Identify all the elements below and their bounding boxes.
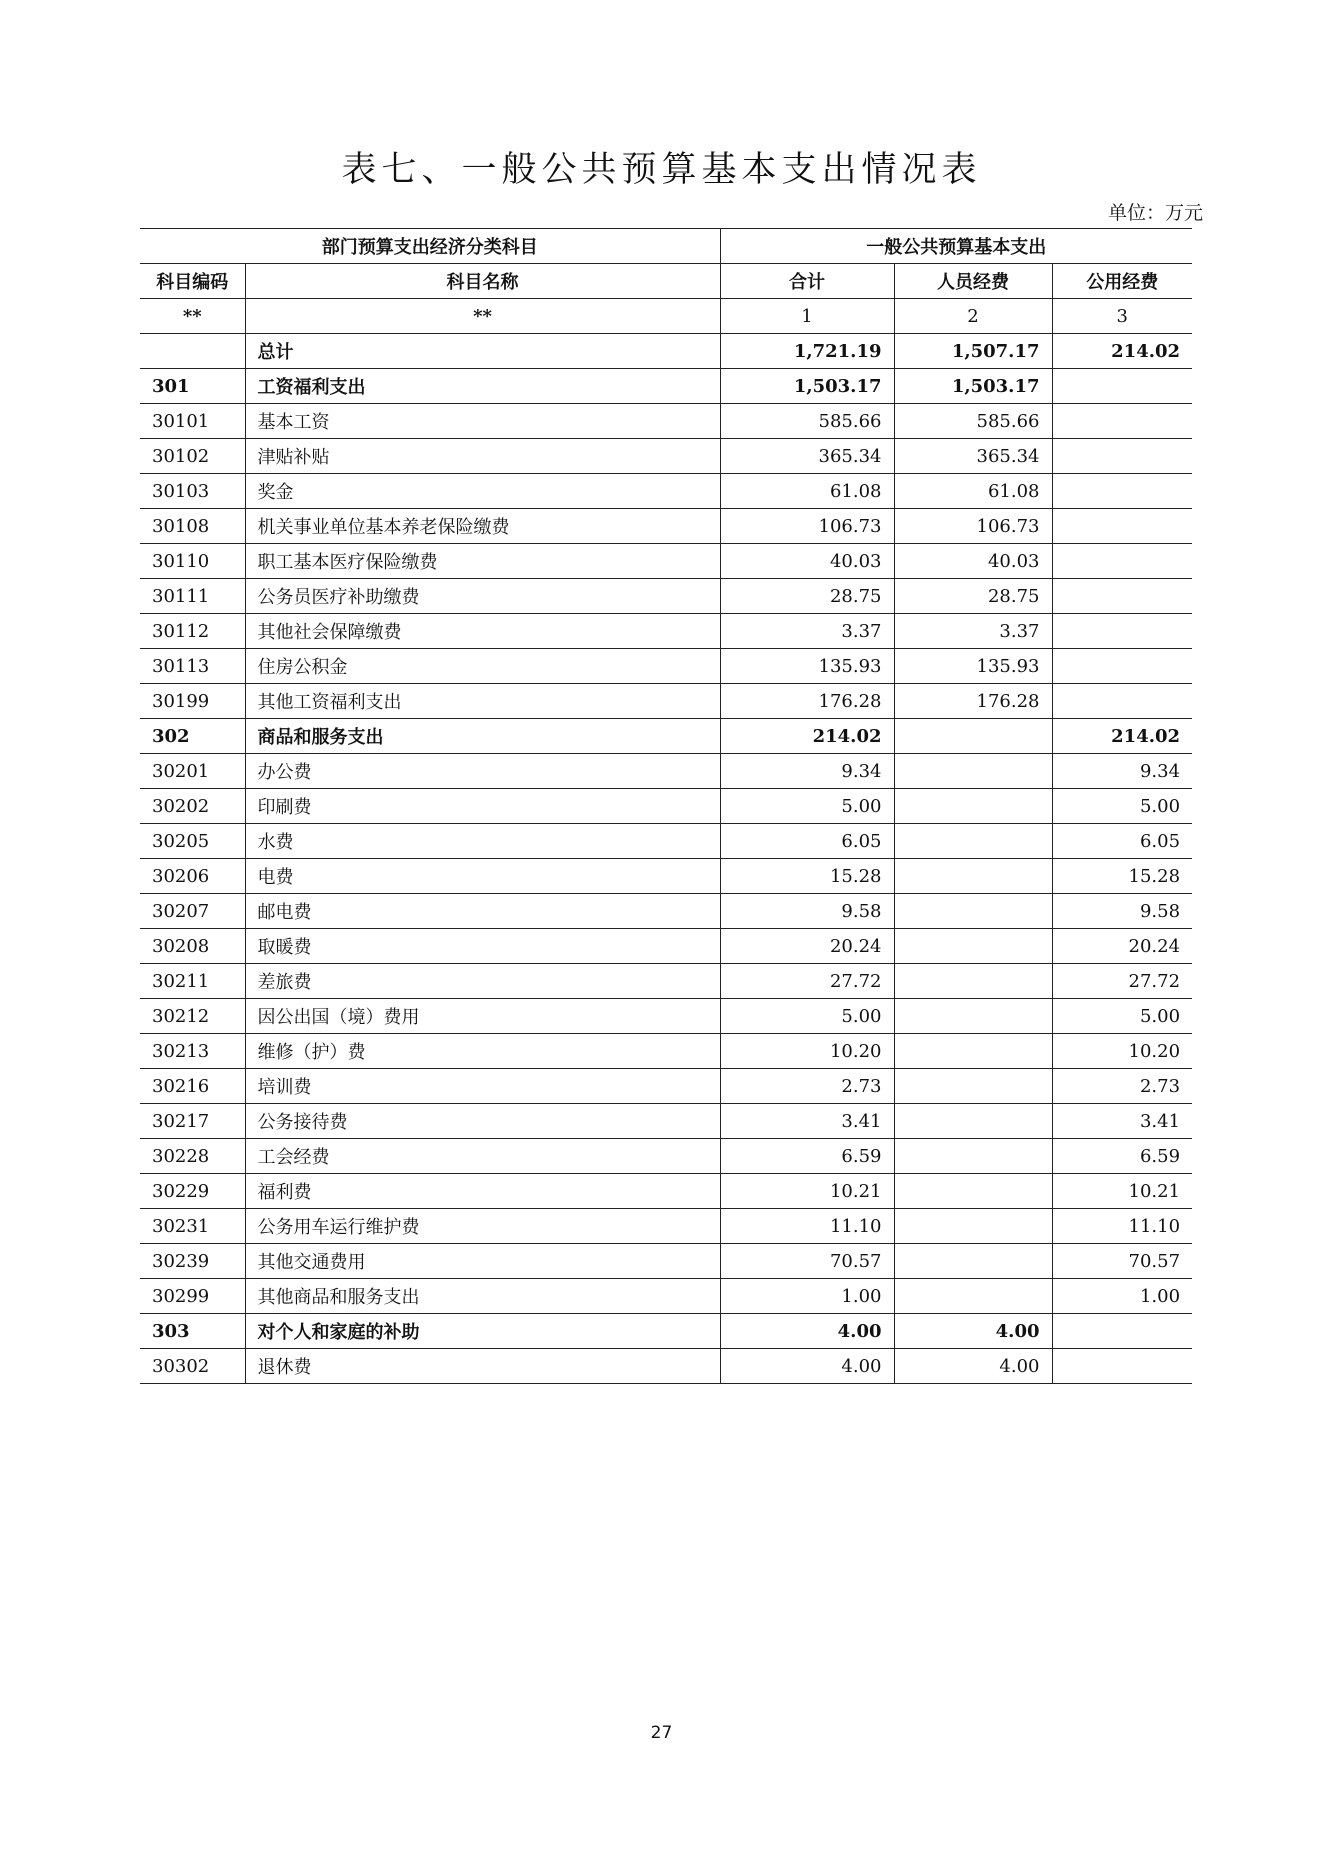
cell-name: 办公费 <box>245 754 720 789</box>
table-row <box>140 824 1192 859</box>
cell-total: 585.66 <box>720 404 894 439</box>
cell-total: 6.59 <box>720 1139 894 1174</box>
cell-personnel <box>894 1139 1052 1174</box>
cell-total: 4.00 <box>720 1349 894 1384</box>
idx-public: 3 <box>1052 299 1192 334</box>
cell-code: 30207 <box>140 894 245 929</box>
cell-personnel: 4.00 <box>894 1349 1052 1384</box>
cell-personnel: 585.66 <box>894 404 1052 439</box>
cell-public: 9.58 <box>1052 894 1192 929</box>
table-row <box>140 1139 1192 1174</box>
cell-code: 301 <box>140 369 245 404</box>
idx-code: ** <box>140 299 245 334</box>
cell-personnel <box>894 929 1052 964</box>
cell-public: 5.00 <box>1052 999 1192 1034</box>
cell-public: 20.24 <box>1052 929 1192 964</box>
cell-total: 365.34 <box>720 439 894 474</box>
cell-total: 214.02 <box>720 719 894 754</box>
table-row <box>140 1209 1192 1244</box>
cell-total: 11.10 <box>720 1209 894 1244</box>
table-row <box>140 929 1192 964</box>
cell-personnel <box>894 999 1052 1034</box>
cell-total: 5.00 <box>720 789 894 824</box>
cell-public: 10.20 <box>1052 1034 1192 1069</box>
cell-total: 61.08 <box>720 474 894 509</box>
table-row <box>140 719 1192 754</box>
header-column-row <box>140 264 1192 299</box>
cell-name: 奖金 <box>245 474 720 509</box>
cell-personnel <box>894 1174 1052 1209</box>
cell-personnel: 1,507.17 <box>894 334 1052 369</box>
cell-code: 30102 <box>140 439 245 474</box>
cell-public <box>1052 544 1192 579</box>
cell-public: 9.34 <box>1052 754 1192 789</box>
table-row <box>140 1069 1192 1104</box>
table-row <box>140 1314 1192 1349</box>
cell-personnel: 365.34 <box>894 439 1052 474</box>
table-row <box>140 649 1192 684</box>
table-row <box>140 1174 1192 1209</box>
cell-personnel <box>894 894 1052 929</box>
cell-personnel <box>894 859 1052 894</box>
table-row <box>140 964 1192 999</box>
cell-personnel <box>894 1279 1052 1314</box>
cell-public: 1.00 <box>1052 1279 1192 1314</box>
cell-public: 6.05 <box>1052 824 1192 859</box>
cell-total: 176.28 <box>720 684 894 719</box>
cell-personnel: 106.73 <box>894 509 1052 544</box>
cell-personnel <box>894 789 1052 824</box>
col-header-code: 科目编码 <box>140 264 245 299</box>
cell-personnel: 135.93 <box>894 649 1052 684</box>
table-row <box>140 789 1192 824</box>
cell-total: 106.73 <box>720 509 894 544</box>
cell-public <box>1052 649 1192 684</box>
cell-code: 30212 <box>140 999 245 1034</box>
cell-name: 邮电费 <box>245 894 720 929</box>
cell-name: 其他商品和服务支出 <box>245 1279 720 1314</box>
cell-name: 培训费 <box>245 1069 720 1104</box>
cell-code: 30302 <box>140 1349 245 1384</box>
col-header-public: 公用经费 <box>1052 264 1192 299</box>
header-left-group: 部门预算支出经济分类科目 <box>140 229 720 264</box>
cell-personnel: 28.75 <box>894 579 1052 614</box>
cell-personnel: 176.28 <box>894 684 1052 719</box>
cell-name: 职工基本医疗保险缴费 <box>245 544 720 579</box>
cell-code: 30216 <box>140 1069 245 1104</box>
budget-table <box>140 228 1192 1384</box>
cell-name: 维修（护）费 <box>245 1034 720 1069</box>
cell-code: 30110 <box>140 544 245 579</box>
cell-total: 28.75 <box>720 579 894 614</box>
cell-code: 30111 <box>140 579 245 614</box>
cell-code: 30213 <box>140 1034 245 1069</box>
cell-code: 30228 <box>140 1139 245 1174</box>
cell-public <box>1052 474 1192 509</box>
cell-name: 福利费 <box>245 1174 720 1209</box>
header-group-row <box>140 229 1192 264</box>
cell-public: 214.02 <box>1052 334 1192 369</box>
cell-personnel: 4.00 <box>894 1314 1052 1349</box>
cell-public: 10.21 <box>1052 1174 1192 1209</box>
cell-public <box>1052 1314 1192 1349</box>
cell-public <box>1052 579 1192 614</box>
cell-name: 机关事业单位基本养老保险缴费 <box>245 509 720 544</box>
col-header-total: 合计 <box>720 264 894 299</box>
cell-code: 303 <box>140 1314 245 1349</box>
header-index-row <box>140 299 1192 334</box>
cell-name: 其他交通费用 <box>245 1244 720 1279</box>
col-header-personnel: 人员经费 <box>894 264 1052 299</box>
cell-code: 30112 <box>140 614 245 649</box>
table-row <box>140 1104 1192 1139</box>
header-right-group: 一般公共预算基本支出 <box>720 229 1192 264</box>
cell-code: 30103 <box>140 474 245 509</box>
cell-total: 40.03 <box>720 544 894 579</box>
cell-code: 30101 <box>140 404 245 439</box>
idx-personnel: 2 <box>894 299 1052 334</box>
cell-name: 其他社会保障缴费 <box>245 614 720 649</box>
cell-code: 30239 <box>140 1244 245 1279</box>
table-row <box>140 894 1192 929</box>
cell-name: 公务接待费 <box>245 1104 720 1139</box>
cell-code <box>140 334 245 369</box>
cell-name: 其他工资福利支出 <box>245 684 720 719</box>
cell-name: 住房公积金 <box>245 649 720 684</box>
table-row <box>140 544 1192 579</box>
cell-name: 对个人和家庭的补助 <box>245 1314 720 1349</box>
cell-public: 27.72 <box>1052 964 1192 999</box>
cell-public: 6.59 <box>1052 1139 1192 1174</box>
cell-public <box>1052 404 1192 439</box>
cell-code: 30199 <box>140 684 245 719</box>
cell-code: 30299 <box>140 1279 245 1314</box>
cell-name: 工资福利支出 <box>245 369 720 404</box>
page-title: 表七、一般公共预算基本支出情况表 <box>341 150 982 190</box>
cell-public <box>1052 439 1192 474</box>
cell-public: 11.10 <box>1052 1209 1192 1244</box>
table-row <box>140 404 1192 439</box>
cell-personnel: 1,503.17 <box>894 369 1052 404</box>
cell-public: 214.02 <box>1052 719 1192 754</box>
cell-name: 因公出国（境）费用 <box>245 999 720 1034</box>
cell-personnel <box>894 1069 1052 1104</box>
page-number: 27 <box>650 1723 673 1743</box>
cell-personnel <box>894 1244 1052 1279</box>
cell-total: 10.20 <box>720 1034 894 1069</box>
cell-code: 30201 <box>140 754 245 789</box>
table-row <box>140 439 1192 474</box>
cell-name: 取暖费 <box>245 929 720 964</box>
cell-public: 3.41 <box>1052 1104 1192 1139</box>
cell-total: 6.05 <box>720 824 894 859</box>
table-row <box>140 614 1192 649</box>
cell-name: 电费 <box>245 859 720 894</box>
cell-total: 27.72 <box>720 964 894 999</box>
table-row <box>140 999 1192 1034</box>
cell-total: 2.73 <box>720 1069 894 1104</box>
cell-total: 3.41 <box>720 1104 894 1139</box>
cell-personnel <box>894 754 1052 789</box>
col-header-name: 科目名称 <box>245 264 720 299</box>
cell-total: 3.37 <box>720 614 894 649</box>
cell-public <box>1052 614 1192 649</box>
cell-total: 135.93 <box>720 649 894 684</box>
cell-code: 30231 <box>140 1209 245 1244</box>
table-row <box>140 1034 1192 1069</box>
cell-name: 工会经费 <box>245 1139 720 1174</box>
cell-total: 9.58 <box>720 894 894 929</box>
cell-code: 30113 <box>140 649 245 684</box>
table-row <box>140 474 1192 509</box>
cell-personnel: 40.03 <box>894 544 1052 579</box>
cell-public <box>1052 369 1192 404</box>
table-row <box>140 1279 1192 1314</box>
cell-name: 津贴补贴 <box>245 439 720 474</box>
cell-name: 差旅费 <box>245 964 720 999</box>
table-row <box>140 859 1192 894</box>
table-row <box>140 1244 1192 1279</box>
idx-name: ** <box>245 299 720 334</box>
table-row <box>140 754 1192 789</box>
cell-personnel: 3.37 <box>894 614 1052 649</box>
idx-total: 1 <box>720 299 894 334</box>
cell-total: 15.28 <box>720 859 894 894</box>
cell-public: 5.00 <box>1052 789 1192 824</box>
cell-name: 总计 <box>245 334 720 369</box>
cell-name: 印刷费 <box>245 789 720 824</box>
cell-personnel <box>894 1034 1052 1069</box>
cell-total: 5.00 <box>720 999 894 1034</box>
cell-personnel <box>894 964 1052 999</box>
cell-total: 9.34 <box>720 754 894 789</box>
cell-name: 基本工资 <box>245 404 720 439</box>
table-row <box>140 334 1192 369</box>
cell-public: 70.57 <box>1052 1244 1192 1279</box>
cell-name: 商品和服务支出 <box>245 719 720 754</box>
table-row <box>140 1349 1192 1384</box>
cell-public <box>1052 1349 1192 1384</box>
cell-personnel: 61.08 <box>894 474 1052 509</box>
cell-name: 公务用车运行维护费 <box>245 1209 720 1244</box>
table-row <box>140 684 1192 719</box>
cell-public <box>1052 509 1192 544</box>
cell-code: 30202 <box>140 789 245 824</box>
cell-name: 水费 <box>245 824 720 859</box>
cell-personnel <box>894 1209 1052 1244</box>
cell-personnel <box>894 824 1052 859</box>
cell-public: 2.73 <box>1052 1069 1192 1104</box>
cell-personnel <box>894 719 1052 754</box>
cell-name: 退休费 <box>245 1349 720 1384</box>
cell-code: 30108 <box>140 509 245 544</box>
cell-code: 30205 <box>140 824 245 859</box>
cell-code: 30208 <box>140 929 245 964</box>
cell-total: 4.00 <box>720 1314 894 1349</box>
cell-total: 10.21 <box>720 1174 894 1209</box>
cell-code: 30206 <box>140 859 245 894</box>
cell-total: 1,721.19 <box>720 334 894 369</box>
cell-code: 30211 <box>140 964 245 999</box>
cell-total: 1,503.17 <box>720 369 894 404</box>
cell-total: 70.57 <box>720 1244 894 1279</box>
cell-name: 公务员医疗补助缴费 <box>245 579 720 614</box>
unit-label: 单位：万元 <box>1107 202 1203 224</box>
table-row <box>140 369 1192 404</box>
cell-public: 15.28 <box>1052 859 1192 894</box>
table-row <box>140 579 1192 614</box>
cell-code: 302 <box>140 719 245 754</box>
cell-code: 30217 <box>140 1104 245 1139</box>
cell-public <box>1052 684 1192 719</box>
cell-total: 20.24 <box>720 929 894 964</box>
cell-personnel <box>894 1104 1052 1139</box>
cell-total: 1.00 <box>720 1279 894 1314</box>
table-row <box>140 509 1192 544</box>
cell-code: 30229 <box>140 1174 245 1209</box>
